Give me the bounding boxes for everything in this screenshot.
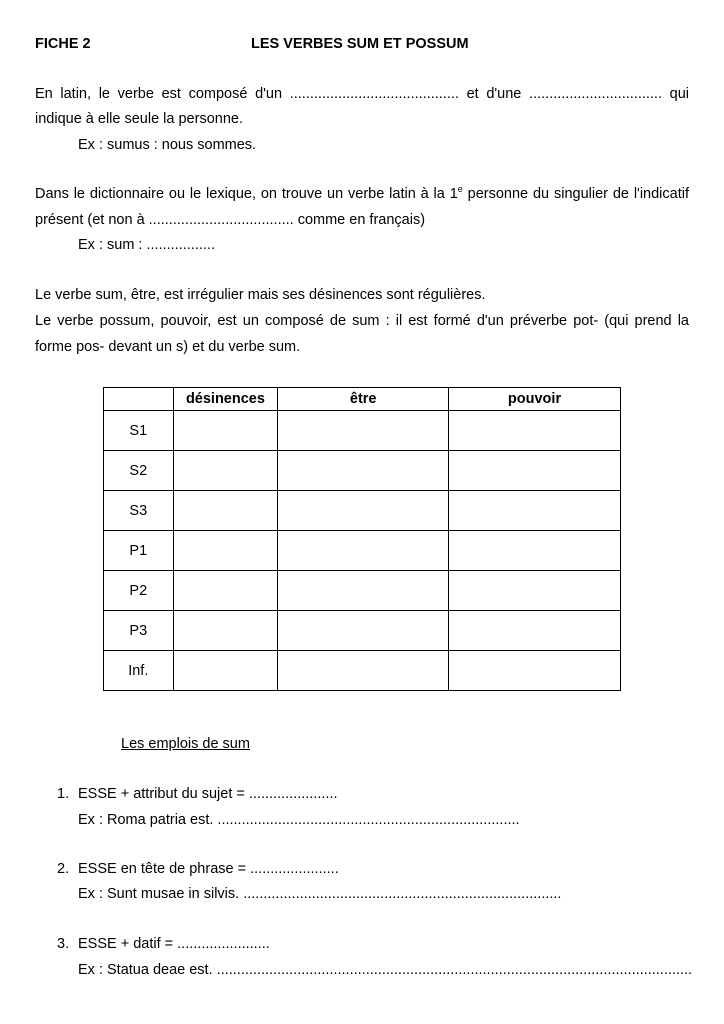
answer-cell[interactable] [278, 491, 449, 531]
answer-cell[interactable] [173, 531, 278, 571]
possum-note-line-2: forme pos- devant un s) et du verbe sum. [35, 339, 301, 355]
item-number: 3. [57, 936, 70, 952]
row-label: S3 [104, 491, 174, 531]
fiche-number: FICHE 2 [35, 36, 91, 52]
table-row [104, 531, 621, 571]
blank-line: .......................................... [289, 86, 459, 102]
answer-cell[interactable] [278, 571, 449, 611]
answer-cell[interactable] [173, 651, 278, 691]
answer-cell[interactable] [449, 571, 621, 611]
dictionary-example: Ex : sum : ................. [78, 237, 215, 253]
table-header-cell: être [278, 388, 449, 411]
intro-text-c: qui [669, 86, 690, 102]
table-row [104, 651, 621, 691]
intro-line-1 [35, 86, 689, 102]
answer-cell[interactable] [278, 611, 449, 651]
possum-note-line-1: Le verbe possum, pouvoir, est un composé de sum : il est formé d'un préverbe pot- (qui prend la [35, 313, 689, 329]
dictionary-line-1 [35, 186, 689, 202]
intro-line-2: indique à elle seule la personne. [35, 111, 243, 127]
table-row [104, 611, 621, 651]
answer-cell[interactable] [449, 451, 621, 491]
table-header-row [104, 388, 621, 411]
answer-cell[interactable] [173, 571, 278, 611]
answer-cell[interactable] [449, 611, 621, 651]
item-example: Ex : Sunt musae in silvis. ............................................................................... [78, 886, 562, 902]
table-row [104, 491, 621, 531]
table-header-cell: pouvoir [449, 388, 621, 411]
sum-note: Le verbe sum, être, est irrégulier mais ses désinences sont régulières. [35, 287, 486, 303]
answer-cell[interactable] [449, 491, 621, 531]
row-label: Inf. [104, 651, 174, 691]
page-title: LES VERBES SUM ET POSSUM [251, 36, 469, 52]
row-label: P1 [104, 531, 174, 571]
answer-cell[interactable] [449, 531, 621, 571]
row-label: P3 [104, 611, 174, 651]
answer-cell[interactable] [173, 451, 278, 491]
intro-text-a: En latin, le verbe est composé d'un [35, 86, 283, 102]
item-number: 1. [57, 786, 70, 802]
answer-cell[interactable] [173, 411, 278, 451]
table-header-cell [104, 388, 174, 411]
table-row [104, 571, 621, 611]
item-rule: ESSE en tête de phrase = ...................... [78, 861, 339, 877]
intro-example: Ex : sumus : nous sommes. [78, 137, 257, 153]
answer-cell[interactable] [278, 411, 449, 451]
dictionary-line-2: présent (et non à .................................... comme en français) [35, 212, 426, 228]
row-label: S1 [104, 411, 174, 451]
answer-cell[interactable] [449, 651, 621, 691]
item-example: Ex : Roma patria est. ........................................................................... [78, 812, 520, 828]
intro-text-b: et d'une [466, 86, 522, 102]
row-label: S2 [104, 451, 174, 491]
table-row [104, 411, 621, 451]
row-label: P2 [104, 571, 174, 611]
answer-cell[interactable] [278, 531, 449, 571]
table-header-cell: désinences [173, 388, 278, 411]
answer-cell[interactable] [449, 411, 621, 451]
emplois-heading: Les emplois de sum [121, 736, 250, 752]
conjugation-table [103, 387, 621, 691]
item-number: 2. [57, 861, 70, 877]
item-rule: ESSE + datif = ....................... [78, 936, 270, 952]
answer-cell[interactable] [173, 491, 278, 531]
item-rule: ESSE + attribut du sujet = ...................... [78, 786, 338, 802]
answer-cell[interactable] [278, 651, 449, 691]
dictionary-text-a: Dans le dictionnaire ou le lexique, on trouve un verbe latin à la 1 [35, 186, 458, 202]
answer-cell[interactable] [173, 611, 278, 651]
item-example: Ex : Statua deae est. ...................................................................................................................... [78, 962, 693, 978]
answer-cell[interactable] [278, 451, 449, 491]
dictionary-text-b: personne du singulier de l'indicatif [462, 186, 689, 202]
blank-line: ................................. [529, 86, 662, 102]
table-row [104, 451, 621, 491]
superscript: e [457, 184, 463, 195]
